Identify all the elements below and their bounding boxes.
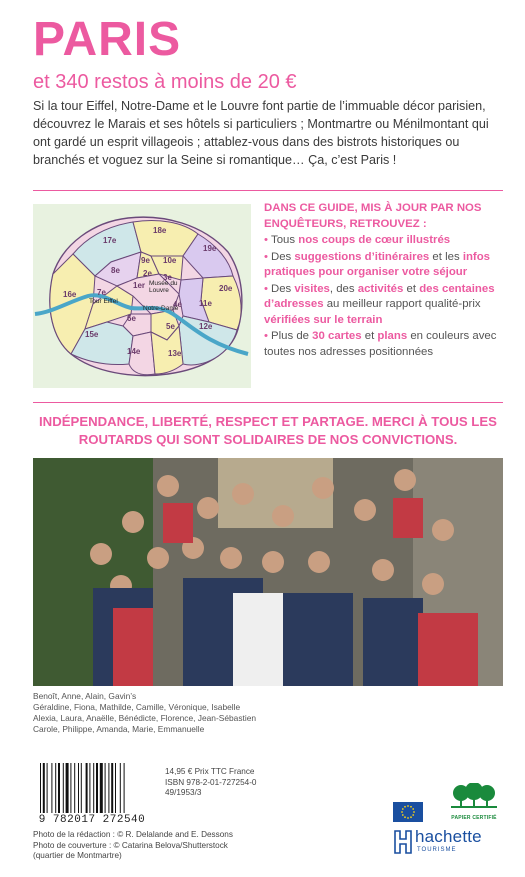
map-label-11: 11e <box>199 299 212 308</box>
eu-star <box>413 811 415 813</box>
guide-list <box>264 233 508 360</box>
barcode-bar <box>47 763 48 813</box>
barcode-bar <box>78 763 79 813</box>
barcode-bar <box>105 763 106 813</box>
map-label-4: 4e <box>173 300 182 309</box>
publisher-logo <box>393 827 508 857</box>
map-label-9: 9e <box>141 256 150 265</box>
code-line: 49/1953/3 <box>165 788 202 798</box>
eu-star <box>407 817 409 819</box>
eu-star <box>401 811 403 813</box>
eu-star <box>412 814 414 816</box>
certified-paper-logo <box>443 783 505 821</box>
barcode-bar <box>100 763 103 813</box>
barcode-bar <box>74 763 75 813</box>
barcode-bar <box>55 763 56 813</box>
credit-line: Photo de la rédaction : © R. Delalande and E. Dessons <box>33 830 233 839</box>
barcode-bar <box>120 763 121 813</box>
slogan: INDÉPENDANCE, LIBERTÉ, RESPECT ET PARTAGE. MERCI À TOUS LES ROUTARDS QUI SONT SOLIDAIRES DE NOS CONVICTIONS. <box>39 414 497 448</box>
map-label-5: 5e <box>166 322 175 331</box>
map-label-20: 20e <box>219 284 233 293</box>
names-line: Benoît, Anne, Alain, Gavin’s <box>33 691 137 701</box>
map-label-1: 1er <box>133 281 146 290</box>
photo-credits <box>33 830 333 862</box>
guide-features <box>264 201 508 360</box>
map-label-10: 10e <box>163 256 177 265</box>
barcode-bar <box>86 763 88 813</box>
barcode-bar <box>63 763 64 813</box>
team-names <box>33 691 333 735</box>
eu-star <box>407 805 409 807</box>
barcode-bar <box>96 763 98 813</box>
eu-star <box>410 816 412 818</box>
certified-paper-label: PAPIER CERTIFIÉ <box>451 815 497 821</box>
credit-line: Photo de couverture : © Catarina Belova/Shutterstock <box>33 840 228 850</box>
isbn-line: ISBN 978-2-01-727254-0 <box>165 777 257 787</box>
team-photo <box>33 458 503 686</box>
map-label-2: 2e <box>143 269 152 278</box>
book-title: PARIS <box>33 13 182 66</box>
map-label-17: 17e <box>103 236 117 245</box>
eu-star <box>402 814 404 816</box>
divider-top <box>33 190 503 191</box>
guide-heading: DANS CE GUIDE, MIS À JOUR PAR NOS ENQUÊTEURS, RETROUVEZ : <box>264 202 482 230</box>
map-label-18: 18e <box>153 226 167 235</box>
names-line: Géraldine, Fiona, Mathilde, Camille, Véronique, Isabelle <box>33 702 241 713</box>
paris-map <box>33 204 251 388</box>
map-label-15: 15e <box>85 330 99 339</box>
eu-star <box>412 808 414 810</box>
barcode-bar <box>93 763 94 813</box>
barcode-bar <box>115 763 116 813</box>
guide-item: • Des suggestions d’itinéraires et les infos pratiques pour organiser votre séjour <box>264 250 491 278</box>
eu-flag-icon <box>393 802 423 822</box>
map-label-8: 8e <box>111 266 120 275</box>
map-label-13: 13e <box>168 349 182 358</box>
eu-star <box>404 806 406 808</box>
barcode-bar <box>70 763 71 813</box>
barcode <box>38 763 150 813</box>
price-line: 14,95 € Prix TTC France <box>165 767 255 776</box>
map-label-12: 12e <box>199 322 213 331</box>
eu-star <box>404 816 406 818</box>
map-label-6: 6e <box>127 314 136 323</box>
publisher-name: hachette <box>415 827 482 846</box>
hachette-h-icon <box>393 829 413 855</box>
map-label-16: 16e <box>63 290 77 299</box>
barcode-bar <box>124 763 125 813</box>
barcode-bar <box>43 763 45 813</box>
barcode-bar <box>66 763 69 813</box>
credit-line: (quartier de Montmartre) <box>33 851 122 860</box>
map-landmark-eiffel: Tour Eiffel <box>89 298 118 305</box>
price-block <box>165 767 305 799</box>
map-label-19: 19e <box>203 244 217 253</box>
names-line: Carole, Philippe, Amanda, Marie, Emmanuelle <box>33 724 205 735</box>
map-label-7: 7e <box>97 288 106 297</box>
guide-item: • Tous nos coups de cœur illustrés <box>264 234 451 246</box>
eu-star <box>410 806 412 808</box>
map-landmark-notre-dame: Notre-Dame <box>143 305 179 312</box>
barcode-bar <box>81 763 82 813</box>
publisher-sub: TOURISME <box>417 847 457 853</box>
map-label-3: 3e <box>163 273 172 282</box>
barcode-bar <box>89 763 90 813</box>
barcode-bar <box>111 763 113 813</box>
book-subtitle: et 340 restos à moins de 20 € <box>33 71 297 93</box>
map-label-14: 14e <box>127 347 141 356</box>
barcode-bar <box>40 763 41 813</box>
barcode-bar <box>108 763 109 813</box>
barcode-bar <box>58 763 60 813</box>
barcode-bar <box>51 763 52 813</box>
names-line: Alexia, Laura, Anaëlle, Bénédicte, Florence, Jean-Sébastien <box>33 713 257 724</box>
guide-item: • Plus de 30 cartes et plans en couleurs avec toutes nos adresses positionnées <box>264 330 497 358</box>
trees-icon <box>449 783 499 809</box>
guide-item: • Des visites, des activités et des centaines d’adresses au meilleur rapport qualité-prix vérifiées sur le terrain <box>264 282 495 326</box>
map-landmark-louvre: Musée du Louvre <box>149 280 178 295</box>
barcode-number: 9 782017 272540 <box>38 814 146 826</box>
eu-star <box>402 808 404 810</box>
divider-middle <box>33 402 503 403</box>
intro-text: Si la tour Eiffel, Notre-Dame et le Louvre font partie de l’immuable décor parisien, découvrez le Marais et ses hôtels si particuliers ; Montmartre ou Ménilmontant qui ont gardé un esprit villageois ; attablez-vous dans des bistrots historiques ou branchés et voguez sur la Seine si romantique… Ça, c’est Paris ! <box>33 99 489 167</box>
